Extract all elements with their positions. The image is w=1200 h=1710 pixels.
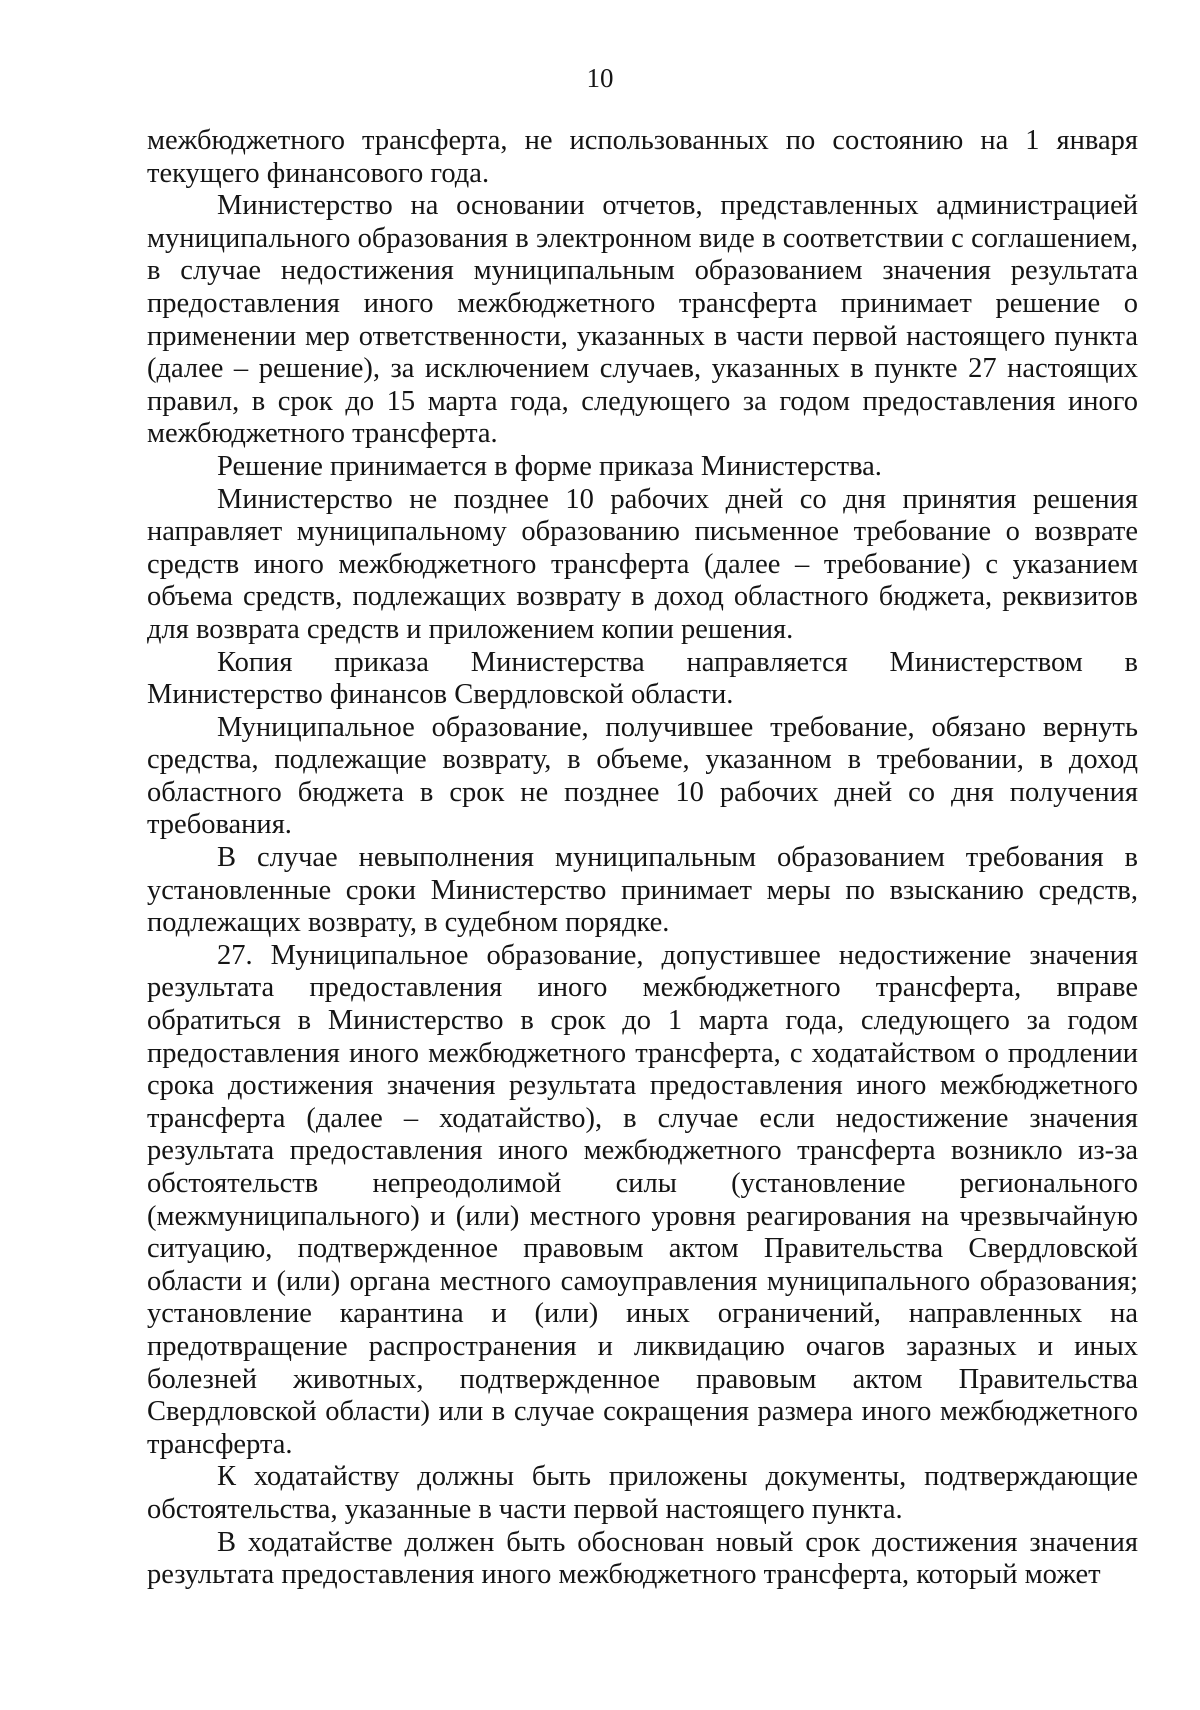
- paragraph-order-copy: Копия приказа Министерства направляется Министерством в Министерство финансов Свердловской области.: [147, 646, 1138, 711]
- paragraph-order-form: Решение принимается в форме приказа Министерства.: [217, 450, 882, 482]
- document-body: [147, 125, 1138, 1592]
- paragraph-court-recovery: В случае невыполнения муниципальным образованием требования в установленные сроки Министерство принимает меры по взысканию средств, подлежащих возврату, в судебном порядке.: [147, 842, 1138, 939]
- page-number: 10: [586, 63, 614, 93]
- paragraph-municipal-return: Муниципальное образование, получившее требование, обязано вернуть средства, подлежащие возврату, в объеме, указанном в требовании, в доход областного бюджета в срок не позднее 10 рабочих дней со дня получения требования.: [147, 711, 1138, 841]
- paragraph-ministry-decision: Министерство на основании отчетов, представленных администрацией муниципального образования в электронном виде в соответствии с соглашением, в случае недостижения муниципальным образованием значения результата предоставления иного межбюджетного трансферта принимает решение о применении мер ответственности, указанных в части первой настоящего пункта (далее – решение), за исключением случаев, указанных в пункте 27 настоящих правил, в срок до 15 марта года, следующего за годом предоставления иного межбюджетного трансферта.: [147, 190, 1138, 450]
- paragraph-petition-documents: К ходатайству должны быть приложены документы, подтверждающие обстоятельства, указанные в части первой настоящего пункта.: [147, 1461, 1138, 1525]
- paragraph-refund-requirement: Министерство не позднее 10 рабочих дней со дня принятия решения направляет муниципальному образованию письменное требование о возврате средств иного межбюджетного трансферта (далее – требование) с указанием объема средств, подлежащих возврату в доход областного бюджета, реквизитов для возврата средств и приложением копии решения.: [147, 483, 1138, 645]
- paragraph-new-deadline: В ходатайстве должен быть обоснован новый срок достижения значения результата предоставления иного межбюджетного трансферта, который может: [147, 1526, 1138, 1591]
- paragraph-item-27: 27. Муниципальное образование, допустившее недостижение значения результата предоставления иного межбюджетного трансферта, вправе обратиться в Министерство в срок до 1 марта года, следующего за годом предоставления иного межбюджетного трансферта, с ходатайством о продлении срока достижения значения результата предоставления иного межбюджетного трансферта (далее – ходатайство), в случае если недостижение значения результата предоставления иного межбюджетного трансферта возникло из-за обстоятельств непреодолимой силы (установление регионального (межмуниципального) и (или) местного уровня реагирования на чрезвычайную ситуацию, подтвержденное правовым актом Правительства Свердловской области и (или) органа местного самоуправления муниципального образования; установление карантина и (или) иных ограничений, направленных на предотвращение распространения и ликвидацию очагов заразных и иных болезней животных, подтвержденное правовым актом Правительства Свердловской области) или в случае сокращения размера иного межбюджетного трансферта.: [147, 939, 1138, 1460]
- paragraph-continuation: межбюджетного трансферта, не использованных по состоянию на 1 января текущего финансового года.: [147, 125, 1138, 189]
